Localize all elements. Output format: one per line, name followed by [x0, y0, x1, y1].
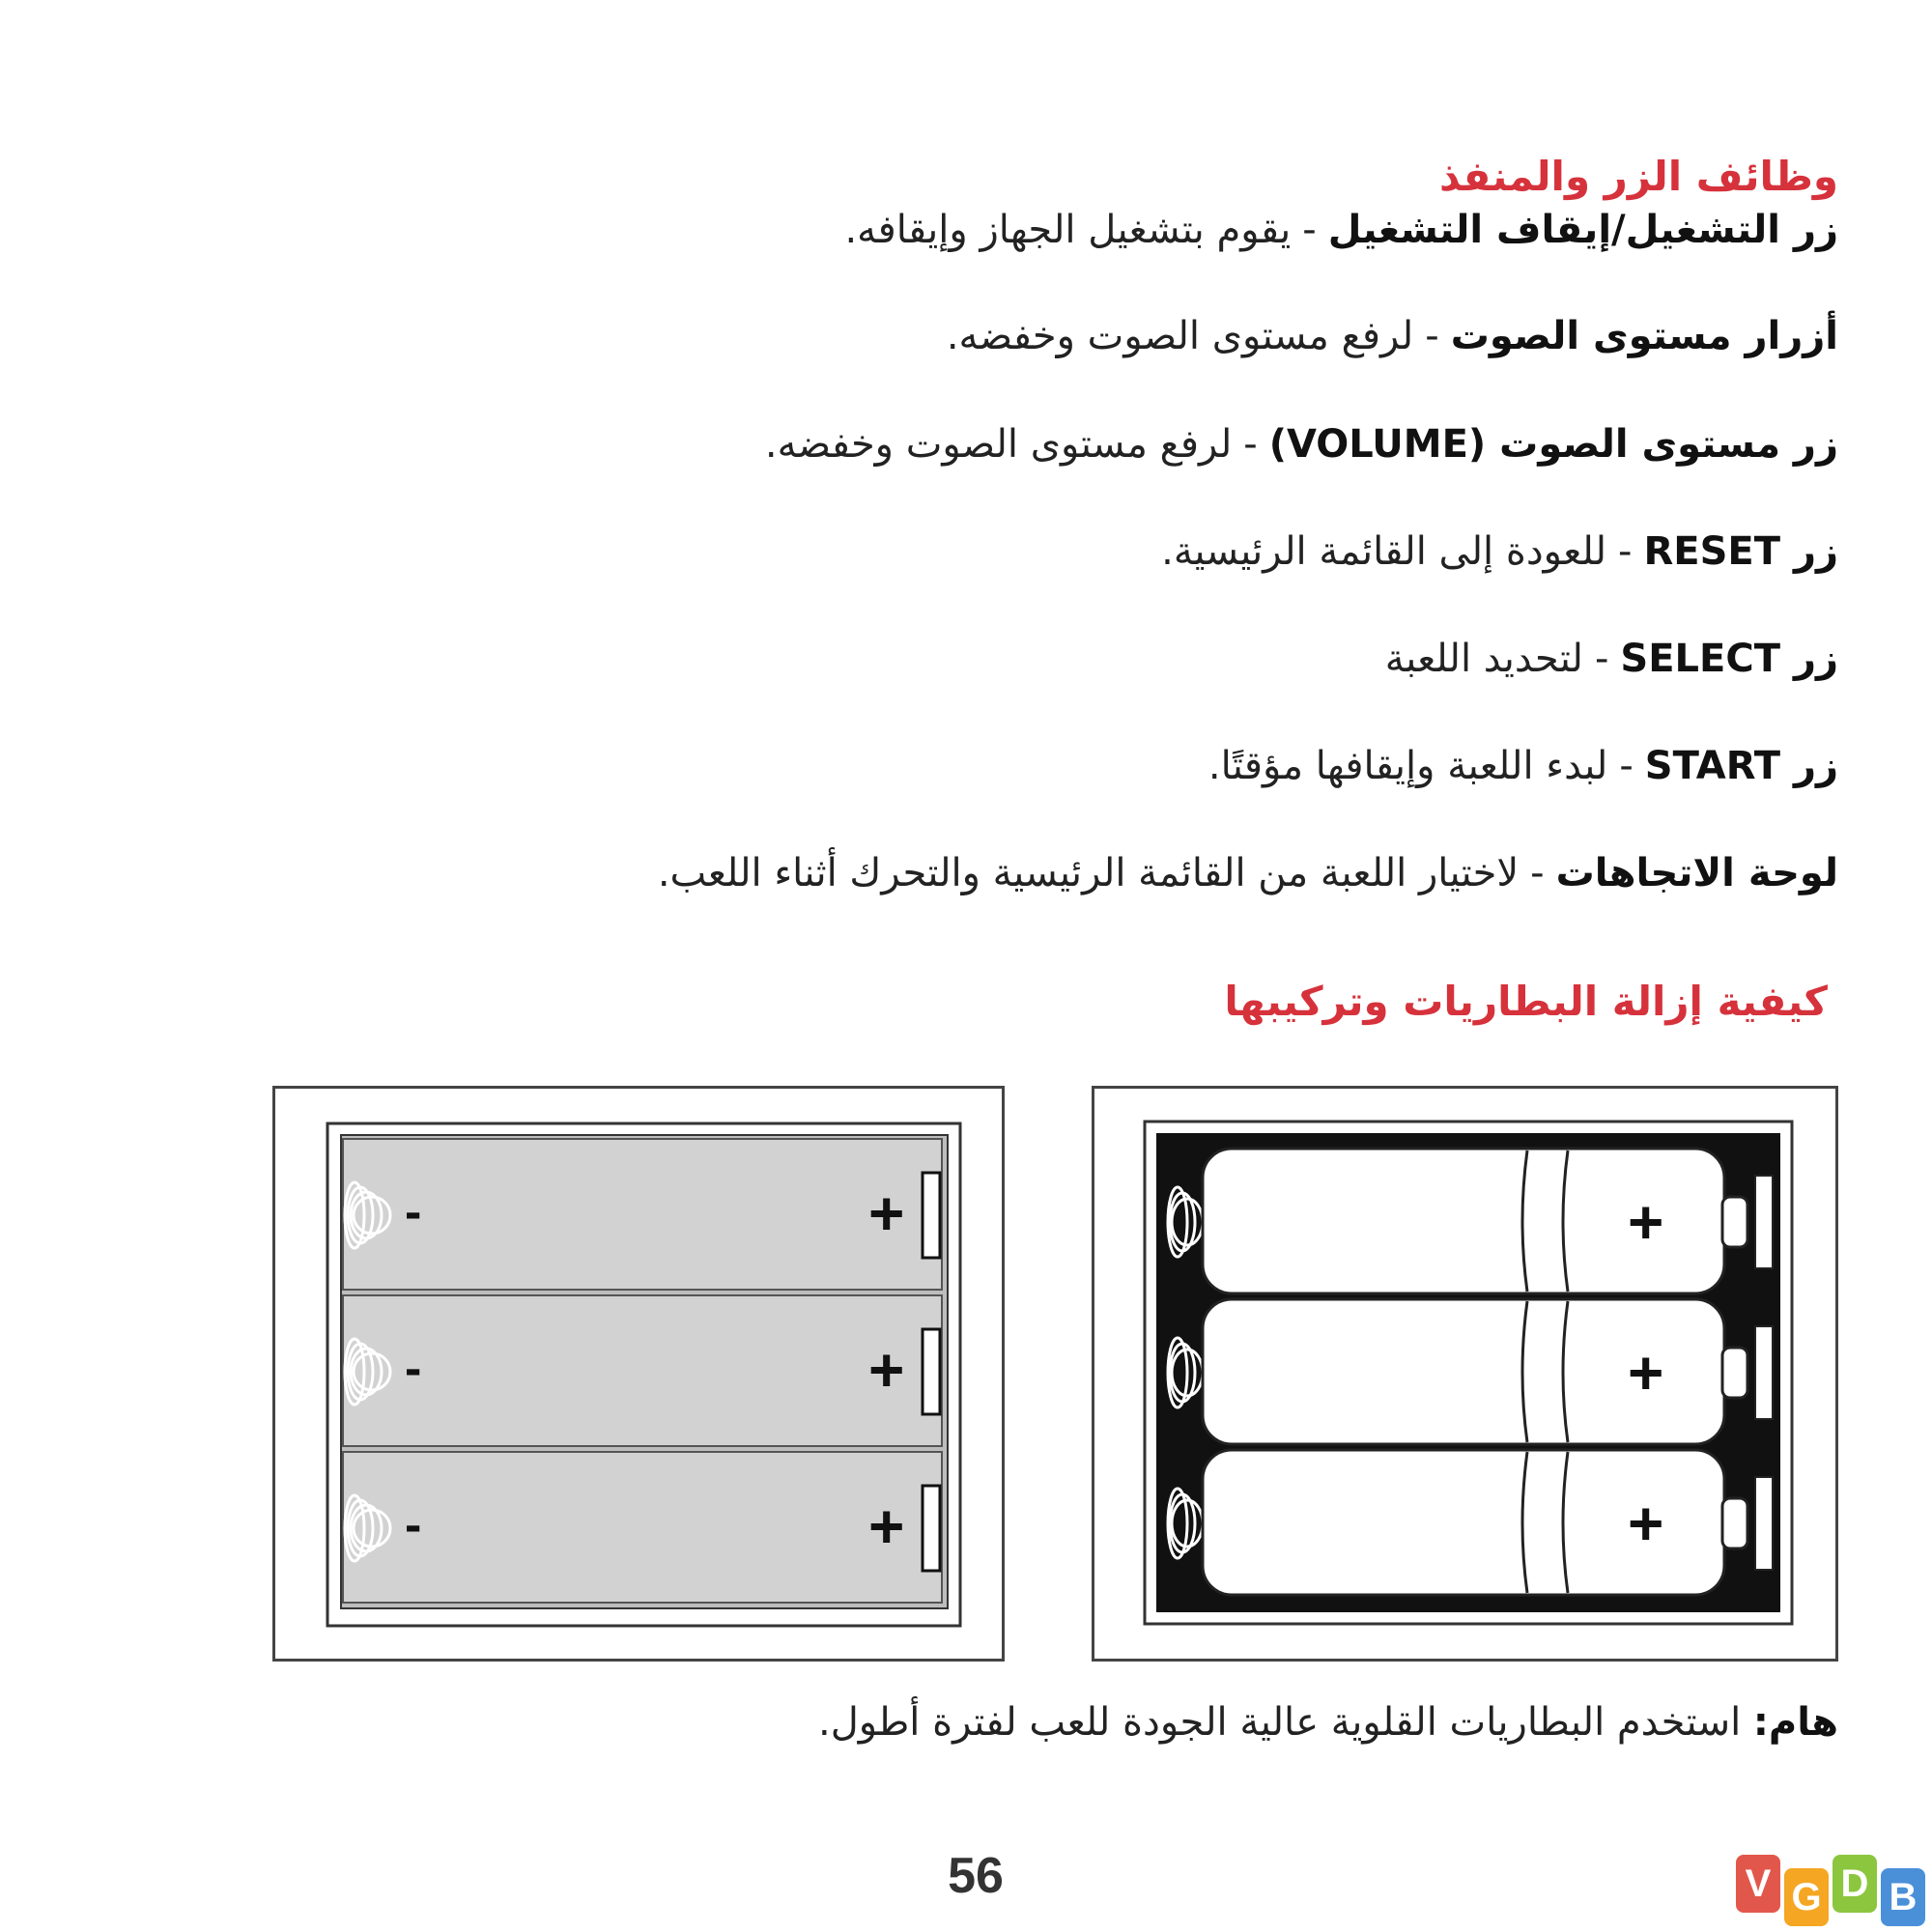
function-item [658, 851, 1838, 895]
item-description: لاختيار اللعبة من القائمة الرئيسية والتحرك أثناء اللعب. [657, 851, 1520, 895]
minus-sign: - [405, 1184, 422, 1240]
item-separator: - [1594, 637, 1609, 681]
battery-body [343, 1139, 942, 1290]
battery-cell [1168, 1299, 1773, 1444]
item-separator: - [1530, 851, 1545, 895]
note-text: استخدم البطاريات القلوية عالية الجودة للعب لفترة أطول. [818, 1700, 1742, 1745]
item-separator: - [1425, 314, 1439, 358]
battery-body [343, 1295, 942, 1446]
item-term: زر RESET [1643, 529, 1838, 574]
vgdb-watermark-logo [1736, 1855, 1925, 1928]
battery-slot [343, 1295, 942, 1446]
function-item [947, 314, 1838, 358]
function-item [844, 208, 1838, 252]
logo-letter-g: G [1784, 1868, 1829, 1926]
plus-sign: + [868, 1179, 905, 1248]
function-item [765, 422, 1838, 467]
item-description: لرفع مستوى الصوت وخفضه. [946, 314, 1414, 358]
battery-section-title: كيفية إزالة البطاريات وتركيبها [1224, 978, 1828, 1025]
battery-compartment-closed-figure [272, 1086, 1005, 1662]
item-separator: - [1618, 529, 1633, 574]
minus-sign: - [405, 1497, 422, 1553]
minus-sign: - [405, 1341, 422, 1397]
important-note [818, 1700, 1838, 1745]
item-term: زر مستوى الصوت (VOLUME) [1268, 422, 1838, 467]
plus-sign: + [1628, 1489, 1664, 1558]
plus-sign: + [868, 1492, 905, 1561]
plus-sign: + [1628, 1187, 1664, 1257]
function-item [1385, 637, 1838, 681]
item-term: أزرار مستوى الصوت [1450, 314, 1838, 358]
logo-letter-b: B [1881, 1868, 1925, 1926]
contact-terminal [1755, 1326, 1773, 1419]
item-description: لتحديد اللعبة [1384, 637, 1583, 681]
item-term: لوحة الاتجاهات [1555, 851, 1838, 895]
battery-nub [1722, 1498, 1747, 1548]
item-description: يقوم بتشغيل الجهاز وإيقافه. [844, 208, 1292, 252]
function-item [1161, 529, 1838, 574]
contact-terminal [923, 1486, 940, 1571]
item-term: زر START [1644, 744, 1838, 788]
logo-letter-d: D [1833, 1855, 1877, 1913]
plus-sign: + [868, 1335, 905, 1405]
battery-cell [1168, 1149, 1773, 1293]
item-separator: - [1619, 744, 1634, 788]
battery-slot [343, 1139, 942, 1290]
item-term: زر SELECT [1620, 637, 1838, 681]
battery-compartment-open-drawing [1094, 1089, 1835, 1659]
contact-terminal [1755, 1477, 1773, 1570]
contact-terminal [923, 1329, 940, 1414]
battery-body [343, 1452, 942, 1603]
battery-compartment-closed-drawing [275, 1089, 1002, 1659]
item-separator: - [1302, 208, 1317, 252]
page-number: 56 [948, 1848, 1004, 1904]
battery-compartment-open-figure [1092, 1086, 1838, 1662]
item-separator: - [1243, 422, 1258, 467]
note-label: هام: [1752, 1700, 1838, 1745]
battery-nub [1722, 1348, 1747, 1398]
battery-slot [343, 1452, 942, 1603]
item-description: لبدء اللعبة وإيقافها مؤقتًا. [1208, 744, 1608, 788]
function-item [1208, 744, 1838, 788]
contact-terminal [923, 1173, 940, 1258]
plus-sign: + [1628, 1338, 1664, 1407]
battery-cell [1168, 1450, 1773, 1595]
item-term: زر التشغيل/إيقاف التشغيل [1327, 208, 1838, 252]
logo-letter-v: V [1736, 1855, 1780, 1913]
item-description: للعودة إلى القائمة الرئيسية. [1161, 529, 1607, 574]
item-description: لرفع مستوى الصوت وخفضه. [764, 422, 1233, 467]
battery-nub [1722, 1197, 1747, 1247]
contact-terminal [1755, 1176, 1773, 1268]
section-title: وظائف الزر والمنفذ [1438, 153, 1838, 200]
